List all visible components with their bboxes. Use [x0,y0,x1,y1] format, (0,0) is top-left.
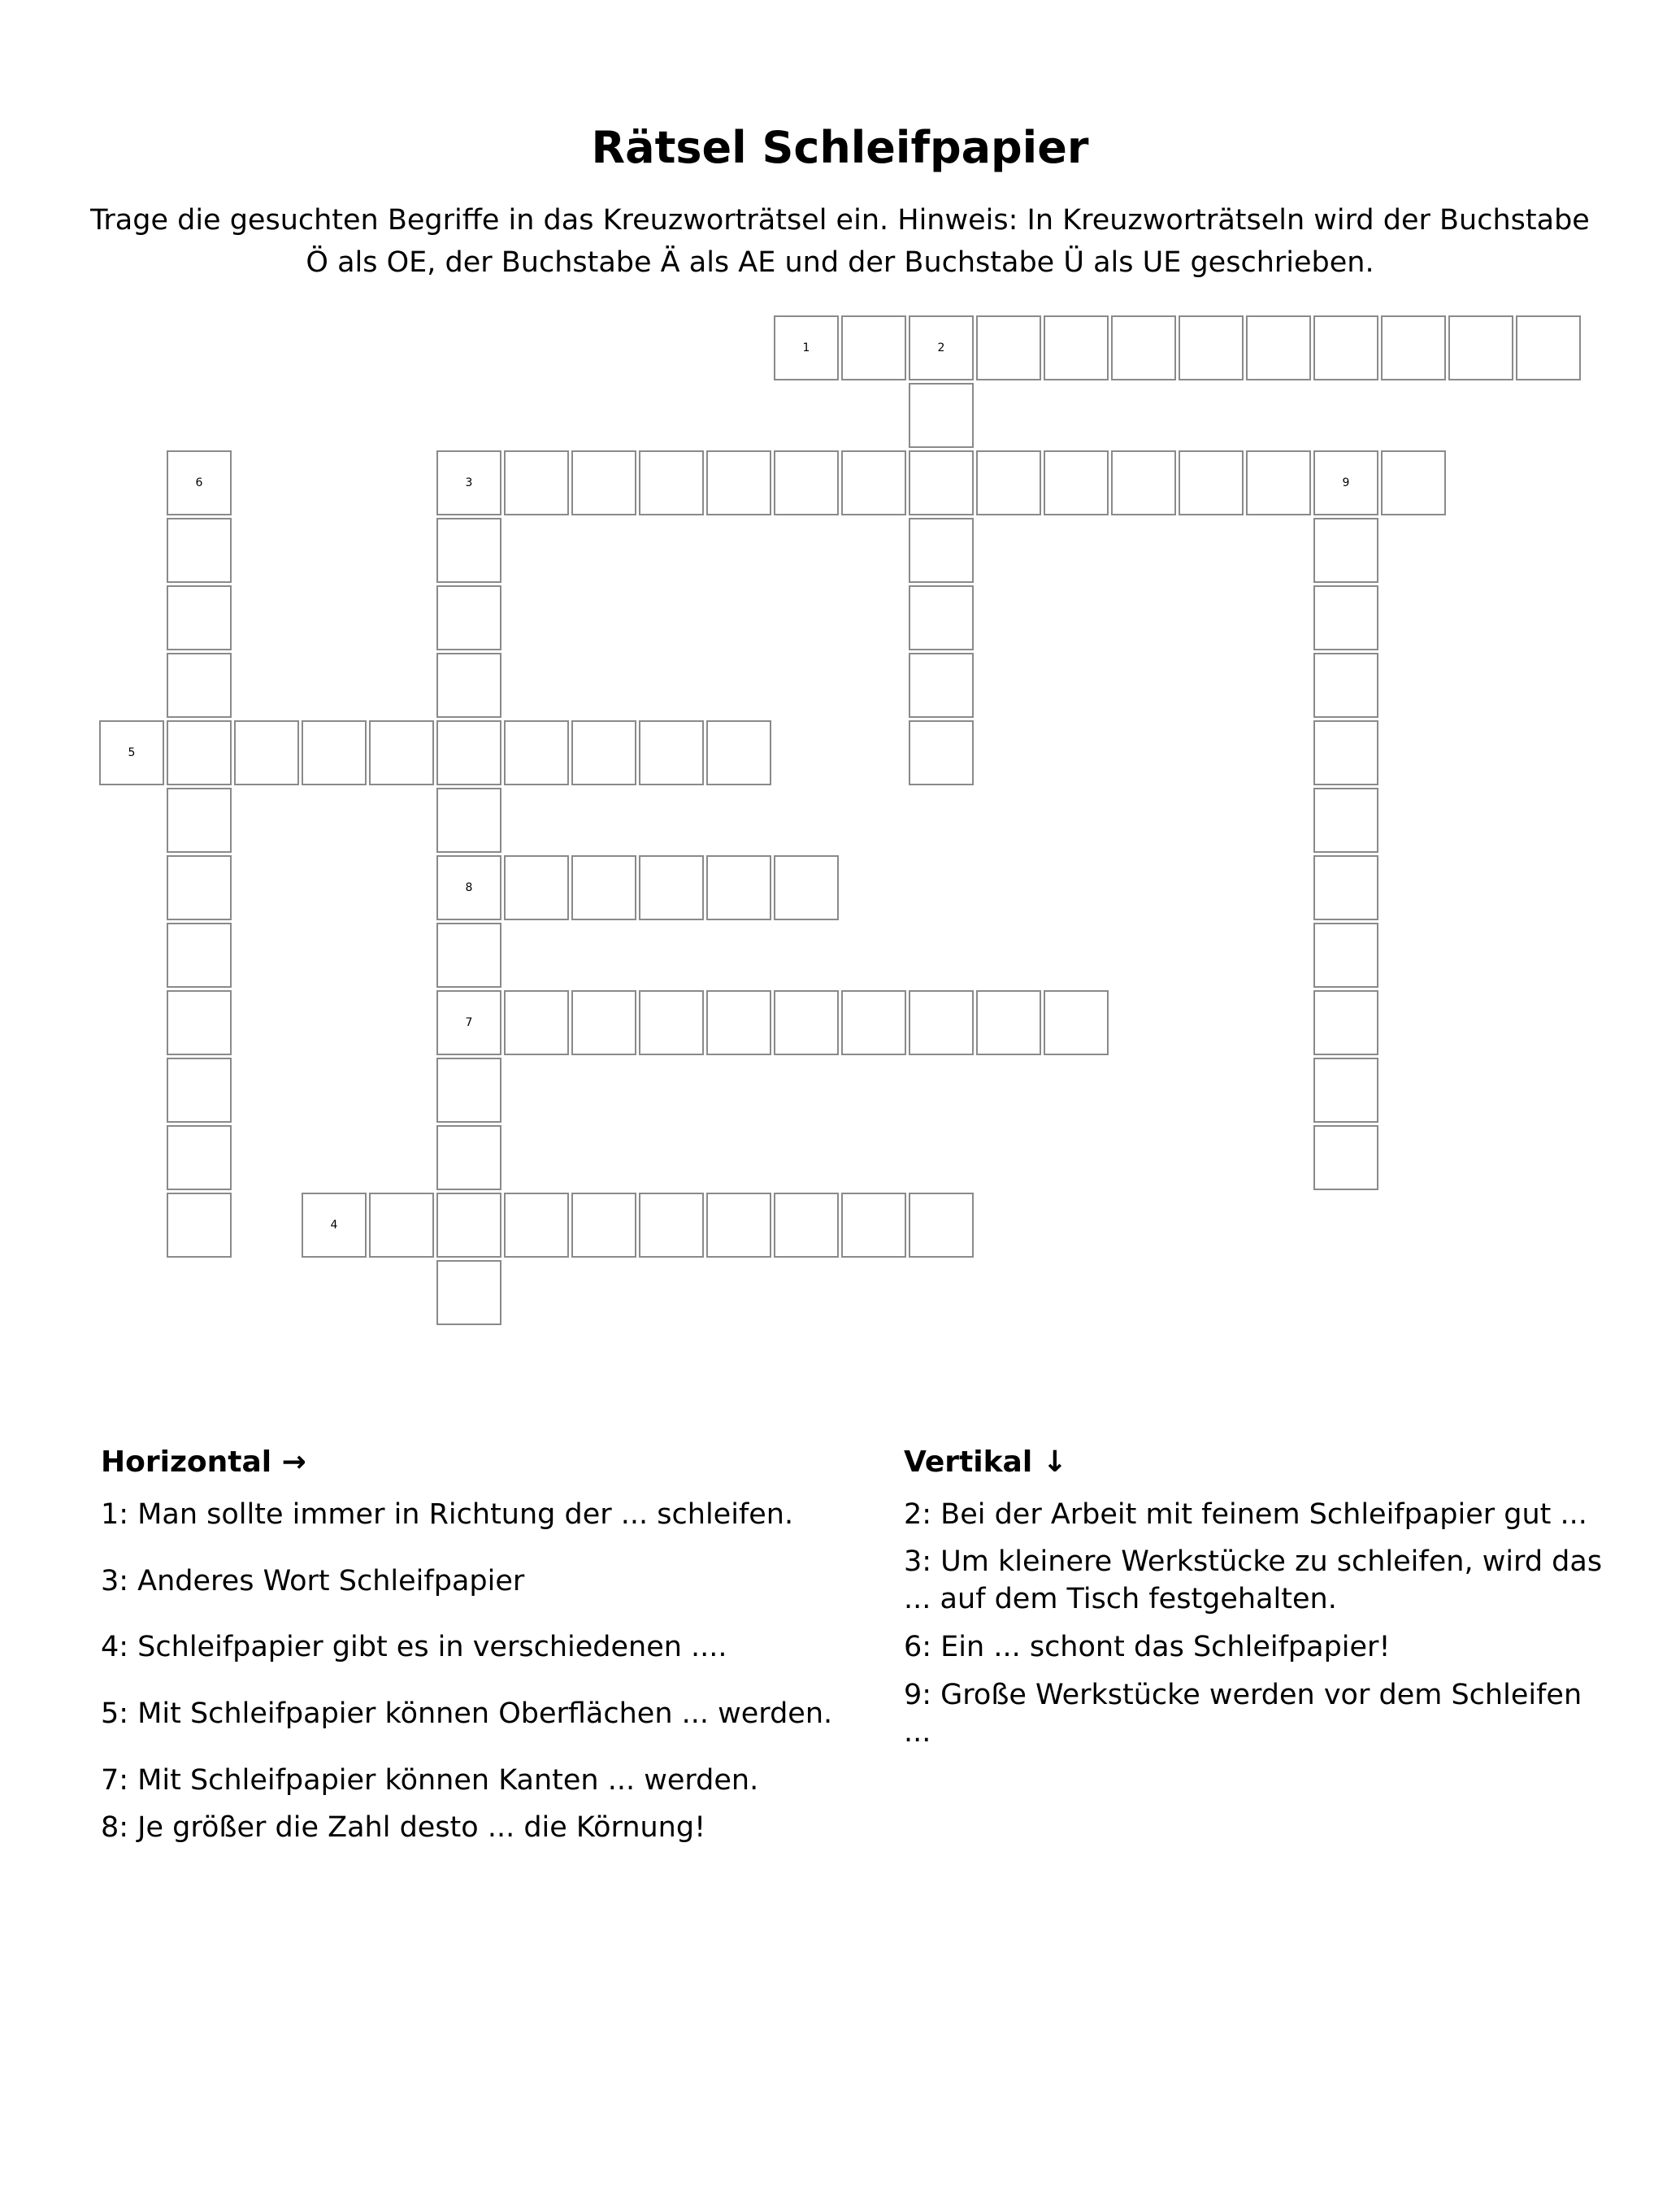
crossword-cell[interactable] [706,450,771,515]
crossword-cell[interactable] [639,855,704,920]
clue-number: 7 [465,1016,473,1029]
crossword-cell[interactable] [639,990,704,1055]
clue-number: 9 [1342,476,1350,489]
clue-number: 8 [465,881,473,894]
crossword-cell[interactable] [436,518,501,583]
crossword-cell[interactable] [1313,855,1378,920]
crossword-cell[interactable] [436,653,501,718]
crossword-cell[interactable] [1313,585,1378,650]
crossword-cell[interactable] [706,990,771,1055]
clue-number: 1 [802,341,810,354]
crossword-cell[interactable] [436,788,501,853]
crossword-cell[interactable] [436,585,501,650]
crossword-cell[interactable] [1381,450,1446,515]
clue-horizontal-7: 7: Mit Schleifpapier können Kanten ... werden. [101,1764,759,1797]
crossword-cell[interactable] [706,1193,771,1258]
crossword-cell[interactable] [436,720,501,785]
crossword-cell[interactable] [436,1193,501,1258]
instructions: Trage die gesuchten Begriffe in das Kreuzworträtsel ein. Hinweis: In Kreuzworträtseln wird der Buchstabe Ö als OE, der Buchstabe Ä als AE und der Buchstabe Ü als UE geschrieben. [90,204,1590,279]
crossword-cell[interactable] [436,450,501,515]
crossword-cell[interactable] [571,720,636,785]
crossword-cell[interactable] [909,585,974,650]
crossword-cell[interactable] [167,855,232,920]
crossword-cell[interactable] [167,585,232,650]
crossword-cell[interactable] [1179,450,1244,515]
crossword-cell[interactable] [167,450,232,515]
clue-number: 5 [128,746,136,759]
crossword-cell[interactable] [1381,315,1446,380]
crossword-cell[interactable] [1313,518,1378,583]
crossword-cell[interactable] [1111,315,1176,380]
clue-horizontal-5: 5: Mit Schleifpapier können Oberflächen ... werden. [101,1697,833,1730]
crossword-cell[interactable] [909,720,974,785]
crossword-cell[interactable] [1448,315,1513,380]
page-title: Rätsel Schleifpapier [591,122,1089,173]
crossword-cell[interactable] [909,383,974,448]
clue-number: 2 [937,341,945,354]
crossword-cell[interactable] [841,990,906,1055]
crossword-cell[interactable] [1313,450,1378,515]
crossword-cell[interactable] [167,1058,232,1123]
crossword-cell[interactable] [976,450,1041,515]
clue-number: 4 [330,1219,338,1232]
crossword-cell[interactable] [976,315,1041,380]
crossword-cell[interactable] [1044,450,1109,515]
crossword-cell[interactable] [167,788,232,853]
crossword-cell[interactable] [436,855,501,920]
crossword-cell[interactable] [639,1193,704,1258]
crossword-cell[interactable] [1313,990,1378,1055]
crossword-cell[interactable] [504,450,569,515]
crossword-cell[interactable] [504,990,569,1055]
crossword-cell[interactable] [436,1260,501,1325]
crossword-cell[interactable] [1313,1125,1378,1190]
crossword-cell[interactable] [369,720,434,785]
crossword-cell[interactable] [167,1125,232,1190]
clue-horizontal-4: 4: Schleifpapier gibt es in verschiedenen .... [101,1631,727,1663]
crossword-cell[interactable] [976,990,1041,1055]
crossword-cell[interactable] [302,1193,367,1258]
crossword-cell[interactable] [436,923,501,988]
crossword-cell[interactable] [167,518,232,583]
crossword-cell[interactable] [436,1058,501,1123]
clue-number: 6 [195,476,203,489]
vertical-heading: Vertikal ↓ [904,1445,1067,1479]
crossword-cell[interactable] [639,720,704,785]
clue-horizontal-8: 8: Je größer die Zahl desto ... die Körnung! [101,1811,706,1844]
crossword-cell[interactable] [571,450,636,515]
crossword-cell[interactable] [167,990,232,1055]
crossword-cell[interactable] [436,1125,501,1190]
clue-vertical-9: 9: Große Werkstücke werden vor dem Schleifen ... [904,1679,1582,1749]
crossword-cell[interactable] [909,518,974,583]
crossword-cell[interactable] [1246,450,1311,515]
crossword-cell[interactable] [167,923,232,988]
crossword-cell[interactable] [369,1193,434,1258]
crossword-cell[interactable] [909,653,974,718]
crossword-cell[interactable] [571,1193,636,1258]
crossword-cell[interactable] [1313,788,1378,853]
clue-vertical-6: 6: Ein ... schont das Schleifpapier! [904,1631,1391,1663]
crossword-cell[interactable] [774,315,839,380]
crossword-cell[interactable] [504,720,569,785]
crossword-cell[interactable] [302,720,367,785]
crossword-cell[interactable] [1179,315,1244,380]
crossword-cell[interactable] [571,990,636,1055]
crossword-cell[interactable] [774,450,839,515]
clue-vertical-2: 2: Bei der Arbeit mit feinem Schleifpapier gut ... [904,1498,1587,1531]
crossword-cell[interactable] [841,450,906,515]
crossword-cell[interactable] [1313,315,1378,380]
crossword-cell[interactable] [1313,653,1378,718]
crossword-cell[interactable] [909,990,974,1055]
crossword-cell[interactable] [1313,720,1378,785]
crossword-cell[interactable] [1516,315,1581,380]
clue-vertical-3: 3: Um kleinere Werkstücke zu schleifen, wird das ... auf dem Tisch festgehalten. [904,1545,1603,1615]
crossword-cell[interactable] [639,450,704,515]
clue-horizontal-1: 1: Man sollte immer in Richtung der ... schleifen. [101,1498,794,1531]
crossword-cell[interactable] [167,653,232,718]
crossword-cell[interactable] [1313,1058,1378,1123]
crossword-cell[interactable] [167,720,232,785]
clue-horizontal-3: 3: Anderes Wort Schleifpapier [101,1565,525,1597]
crossword-cell[interactable] [1044,990,1109,1055]
crossword-cell[interactable] [436,990,501,1055]
crossword-cell[interactable] [1246,315,1311,380]
crossword-cell[interactable] [706,855,771,920]
crossword-cell[interactable] [909,315,974,380]
crossword-cell[interactable] [504,1193,569,1258]
crossword-cell[interactable] [99,720,164,785]
crossword-cell[interactable] [1044,315,1109,380]
crossword-cell[interactable] [706,720,771,785]
crossword-cell[interactable] [841,315,906,380]
crossword-cell[interactable] [504,855,569,920]
crossword-cell[interactable] [841,1193,906,1258]
crossword-cell[interactable] [167,1193,232,1258]
crossword-cell[interactable] [1313,923,1378,988]
crossword-cell[interactable] [234,720,299,785]
crossword-cell[interactable] [774,1193,839,1258]
crossword-cell[interactable] [774,855,839,920]
clue-number: 3 [465,476,473,489]
crossword-cell[interactable] [774,990,839,1055]
crossword-cell[interactable] [571,855,636,920]
crossword-cell[interactable] [909,1193,974,1258]
crossword-cell[interactable] [1111,450,1176,515]
horizontal-heading: Horizontal → [101,1445,306,1479]
crossword-cell[interactable] [909,450,974,515]
